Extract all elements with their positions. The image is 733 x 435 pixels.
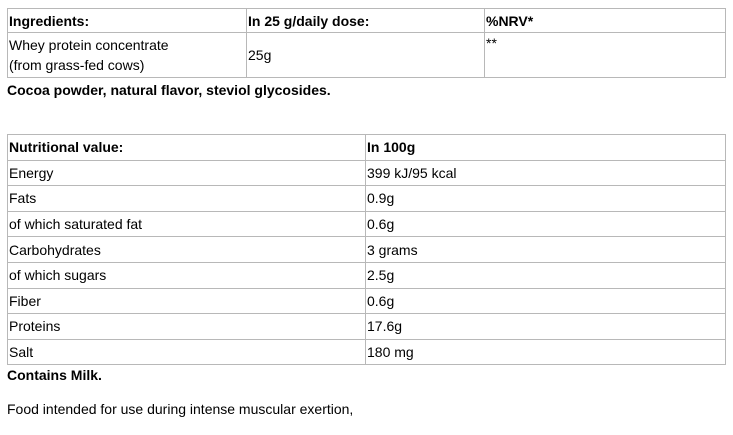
table-row xyxy=(8,314,726,340)
table-row xyxy=(8,288,726,314)
ingredient-nrv-cell: ** xyxy=(485,33,726,78)
nutrient-name: Proteins xyxy=(8,314,366,340)
nutrition-table xyxy=(7,134,726,365)
ingredient-name: Whey protein concentrate (from grass-fed cows) xyxy=(9,37,169,73)
nutrient-name: Fats xyxy=(8,186,366,212)
ingredients-table xyxy=(7,8,726,78)
table-row xyxy=(8,211,726,237)
product-info-document xyxy=(7,8,725,419)
allergen-note: Contains Milk. xyxy=(7,367,102,384)
nutrient-name: Fiber xyxy=(8,288,366,314)
usage-note: Food intended for use during intense muscular exertion, xyxy=(7,401,354,418)
nutrient-value: 0.6g xyxy=(366,288,726,314)
table-row xyxy=(8,262,726,288)
table-row xyxy=(8,186,726,212)
ingredients-header: Ingredients: xyxy=(8,9,247,33)
section-spacer xyxy=(7,100,725,134)
nutrient-name: of which sugars xyxy=(8,262,366,288)
nutrient-value: 17.6g xyxy=(366,314,726,340)
nutrient-name: of which saturated fat xyxy=(8,211,366,237)
ingredients-row xyxy=(8,33,726,78)
per-100g-header: In 100g xyxy=(366,135,726,161)
ingredients-note: Cocoa powder, natural flavor, steviol glycosides. xyxy=(7,82,331,98)
nutrient-value: 399 kJ/95 kcal xyxy=(366,160,726,186)
nutritional-value-header: Nutritional value: xyxy=(8,135,366,161)
nutrient-value: 2.5g xyxy=(366,262,726,288)
ingredient-dose-cell: 25g xyxy=(247,33,485,78)
daily-dose-header: In 25 g/daily dose: xyxy=(247,9,485,33)
nutrient-name: Salt xyxy=(8,339,366,365)
nutrient-value: 3 grams xyxy=(366,237,726,263)
table-row xyxy=(8,160,726,186)
nutrient-value: 0.6g xyxy=(366,211,726,237)
nutrient-value: 180 mg xyxy=(366,339,726,365)
ingredient-name-cell xyxy=(8,33,247,78)
nrv-header: %NRV* xyxy=(485,9,726,33)
ingredients-header-row xyxy=(8,9,726,33)
table-row xyxy=(8,237,726,263)
nutrient-name: Energy xyxy=(8,160,366,186)
nutrition-header-row xyxy=(8,135,726,161)
table-row xyxy=(8,339,726,365)
nutrient-value: 0.9g xyxy=(366,186,726,212)
nutrient-name: Carbohydrates xyxy=(8,237,366,263)
